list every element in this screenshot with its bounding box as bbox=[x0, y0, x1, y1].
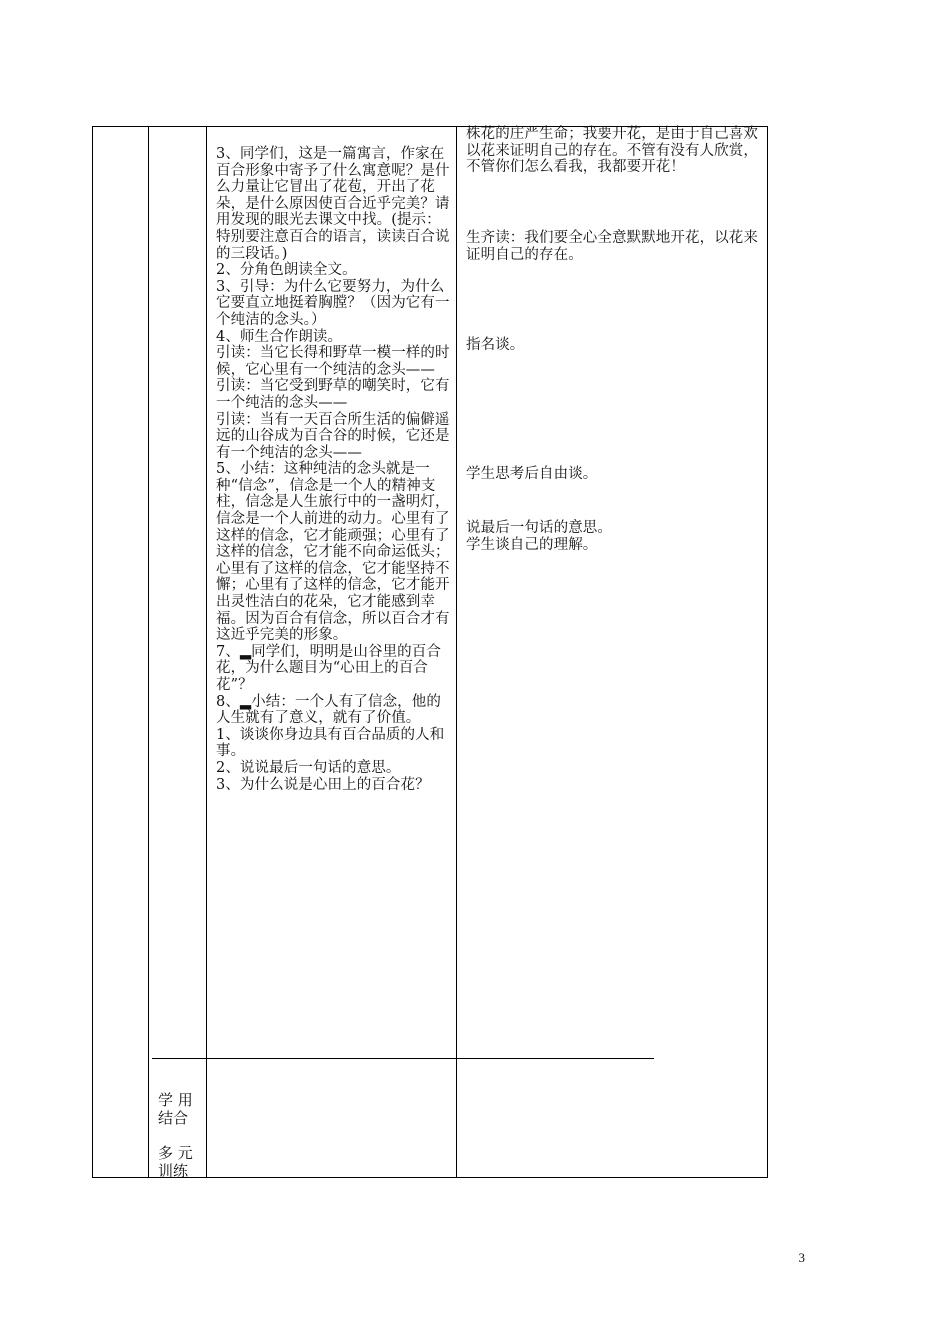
step-paragraph: 2、分角色朗读全文。 bbox=[216, 262, 357, 279]
table-row-divider bbox=[152, 1058, 654, 1059]
student-activity-2 bbox=[466, 230, 762, 263]
step-paragraph: 3、引导：为什么它要努力，为什么它要直立地挺着胸膛？（因为它有一个纯洁的念头。） bbox=[216, 278, 450, 328]
page-number: 3 bbox=[798, 1250, 805, 1265]
table-col-divider-3 bbox=[456, 126, 457, 1178]
label-text: 多 元训练 bbox=[158, 1144, 193, 1180]
table-col-divider-2 bbox=[206, 126, 207, 1178]
step-paragraph: 1、谈谈你身边具有百合品质的人和事。 bbox=[216, 726, 445, 760]
step-paragraph: 3、同学们，这是一篇寓言，作家在百合形象中寄予了什么寓意呢？是什么力量让它冒出了花苞，开出了花朵，是什么原因使百合近乎完美？请用发现的眼光去课文中找。(提示：特别要注意百合的语言，读读百合说的三段话。) bbox=[216, 146, 450, 262]
student-activity-3 bbox=[466, 337, 762, 354]
activity-text: 说最后一句话的意思。 bbox=[466, 520, 612, 536]
activity-text: 生齐读：我们要全心全意默默地开花，以花来证明自己的存在。 bbox=[466, 230, 758, 263]
student-activity-1 bbox=[466, 126, 762, 176]
step-paragraph: 8、▂小结：一个人有了信念，他的人生就有了意义，就有了价值。 bbox=[216, 693, 441, 727]
step-paragraph: 4、师生合作朗读。 bbox=[216, 328, 343, 345]
activity-text: 指名谈。 bbox=[466, 337, 525, 353]
label-text: 学 用结合 bbox=[158, 1091, 193, 1127]
step-paragraph: 引读：当它长得和野草一模一样的时候，它心里有一个纯洁的念头—— bbox=[216, 345, 450, 378]
step-paragraph: 3、为什么说是心田上的百合花？ bbox=[216, 776, 430, 793]
section-label-practice bbox=[158, 1091, 202, 1127]
step-paragraph: 引读：当有一天百合所生活的偏僻遥远的山谷成为百合谷的时候，它还是有一个纯洁的念头—— bbox=[216, 411, 450, 461]
step-paragraph: 2、说说最后一句话的意思。 bbox=[216, 759, 401, 776]
step-paragraph: 引读：当它受到野草的嘲笑时，它有一个纯洁的念头—— bbox=[216, 378, 450, 411]
teaching-steps bbox=[216, 146, 450, 793]
student-activity-4 bbox=[466, 466, 762, 483]
table-left-border bbox=[92, 126, 93, 1178]
table-col-divider-1 bbox=[148, 126, 149, 1178]
student-activity-5 bbox=[466, 520, 762, 553]
activity-text: 学生思考后自由谈。 bbox=[466, 466, 598, 482]
section-label-training bbox=[158, 1144, 202, 1180]
step-paragraph: 5、小结：这种纯洁的念头就是一种“信念”，信念是一个人的精神支柱，信念是人生旅行中的一盏明灯，信念是一个人前进的动力。心里有了这样的信念，它才能顽强；心里有了这样的信念，它才能不向命运低头；心里有了这样的信念，它才能坚持不懈；心里有了这样的信念，它才能开出灵性洁白的花朵，它才能感到幸福。因为百合有信念，所以百合才有这近乎完美的形象。 bbox=[216, 461, 450, 644]
step-paragraph: 7、▂同学们，明明是山谷里的百合花，为什么题目为“心田上的百合花”？ bbox=[216, 643, 441, 693]
table-right-border bbox=[767, 126, 768, 1178]
activity-text: 株花的庄严生命；我要开花，是由于自己喜欢以花来证明自己的存在。不管有没有人欣赏，不管你们怎么看我，我都要开花！ bbox=[466, 126, 758, 176]
activity-text: 学生谈自己的理解。 bbox=[466, 536, 598, 553]
